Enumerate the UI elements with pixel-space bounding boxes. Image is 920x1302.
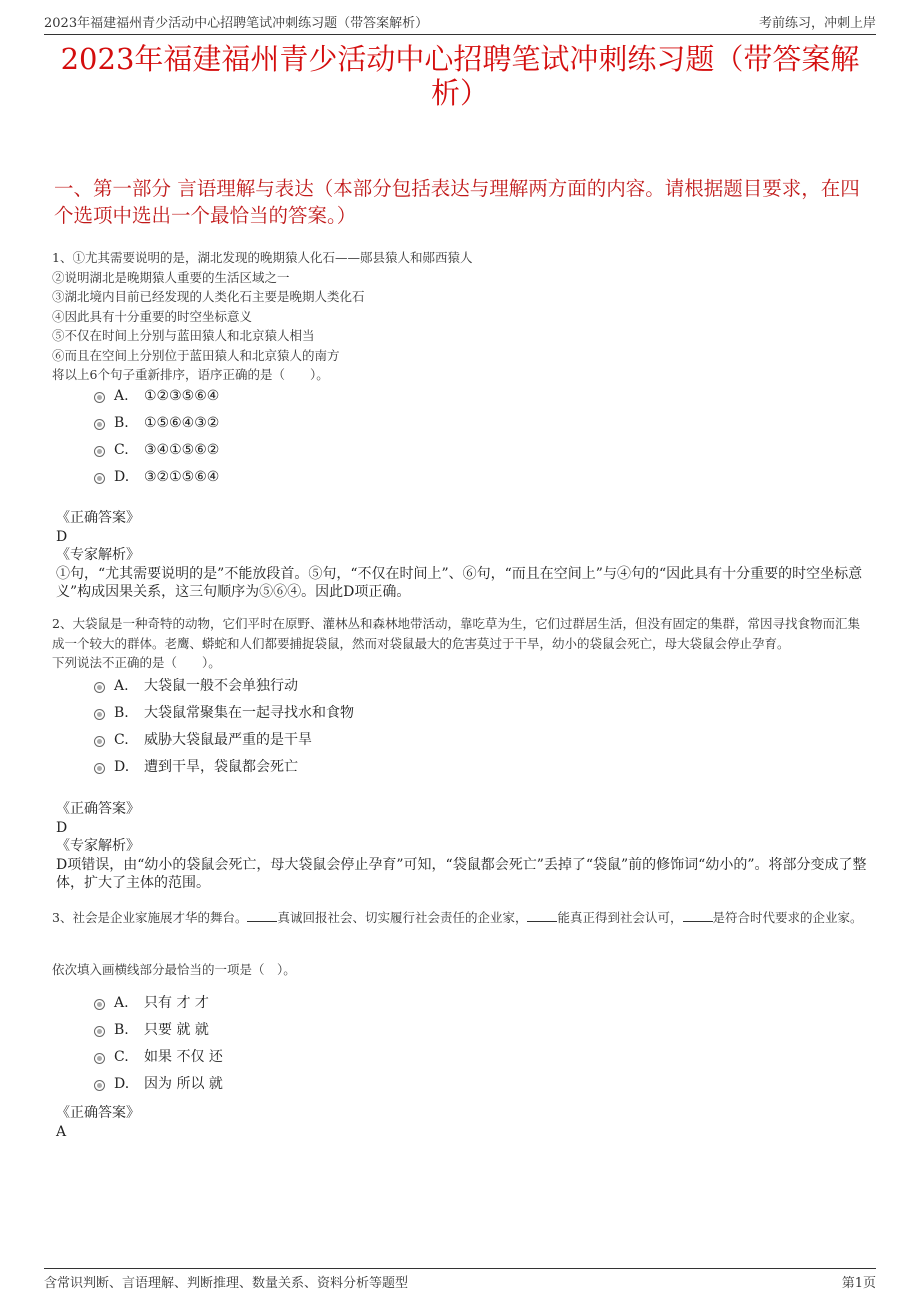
page-footer bbox=[44, 1268, 876, 1293]
option-letter: C. bbox=[114, 442, 129, 458]
option-letter: B. bbox=[114, 415, 129, 431]
radio-icon[interactable] bbox=[94, 1080, 105, 1091]
option-text: ①②③⑤⑥④ bbox=[144, 388, 220, 404]
option-text: 遭到干旱，袋鼠都会死亡 bbox=[144, 759, 298, 775]
page-header bbox=[44, 10, 876, 35]
answer-label: 《正确答案》 bbox=[56, 510, 140, 526]
option-b[interactable] bbox=[94, 410, 219, 437]
question-line: ⑥而且在空间上分别位于蓝田猿人和北京猿人的南方 bbox=[52, 347, 340, 363]
question-line bbox=[52, 908, 870, 928]
option-text: 只要 就 就 bbox=[144, 1022, 209, 1038]
option-letter: A. bbox=[114, 995, 129, 1011]
option-d[interactable] bbox=[94, 464, 219, 491]
question-2-stem bbox=[52, 614, 870, 673]
option-c[interactable] bbox=[94, 437, 219, 464]
radio-icon[interactable] bbox=[94, 473, 105, 484]
option-text: 威胁大袋鼠最严重的是干旱 bbox=[144, 732, 312, 748]
option-text: ①⑤⑥④③② bbox=[144, 415, 220, 431]
option-text: 因为 所以 就 bbox=[144, 1076, 223, 1092]
option-letter: B. bbox=[114, 705, 129, 721]
header-doc-title: 2023年福建福州青少活动中心招聘笔试冲刺练习题（带答案解析） bbox=[44, 16, 429, 31]
answer-value: A bbox=[56, 1123, 67, 1140]
question-line: ③湖北境内目前已经发现的人类化石主要是晚期人类化石 bbox=[52, 289, 365, 304]
question-line: 1、①尤其需要说明的是，湖北发现的晚期猿人化石——郧县猿人和郧西猿人 bbox=[52, 250, 473, 265]
question-line: 将以上6个句子重新排序，语序正确的是（ ）。 bbox=[52, 367, 329, 382]
page-number: 第1页 bbox=[841, 1276, 876, 1291]
fill-blank bbox=[527, 909, 557, 922]
analysis-text: ①句，“尤其需要说明的是”不能放段首。⑤句，“不仅在时间上”、⑥句，“而且在空间上”与④句的“因此具有十分重要的时空坐标意义”构成因果关系，这三句顺序为⑤⑥④。因此D项正确。 bbox=[56, 565, 863, 600]
option-c[interactable] bbox=[94, 1044, 223, 1071]
analysis-text: D项错误，由“幼小的袋鼠会死亡，母大袋鼠会停止孕育”可知，“袋鼠都会死亡”丢掉了“袋鼠”前的修饰词“幼小的”。将部分变成了整体，扩大了主体的范围。 bbox=[56, 856, 867, 891]
question-line: ④因此具有十分重要的时空坐标意义 bbox=[52, 308, 253, 324]
radio-icon[interactable] bbox=[94, 1053, 105, 1064]
radio-icon[interactable] bbox=[94, 392, 105, 403]
question-line: ②说明湖北是晚期猿人重要的生活区域之一 bbox=[52, 269, 290, 285]
question-line: ⑤不仅在时间上分别与蓝田猿人和北京猿人相当 bbox=[52, 328, 315, 343]
option-letter: D. bbox=[114, 469, 130, 485]
stem-part: 3、社会是企业家施展才华的舞台。 bbox=[52, 910, 248, 925]
option-d[interactable] bbox=[94, 754, 354, 781]
question-line: 2、大袋鼠是一种奇特的动物，它们平时在原野、灌林丛和森林地带活动，靠吃草为生，它们过群居生活，但没有固定的集群，常因寻找食物而汇集成一个较大的群体。老鹰、蟒蛇和人们都要捕捉袋鼠，然而对袋鼠最大的危害莫过于干旱，幼小的袋鼠会死亡，母大袋鼠会停止孕育。 bbox=[52, 616, 860, 651]
question-line: 下列说法不正确的是（ ）。 bbox=[52, 655, 221, 670]
radio-icon[interactable] bbox=[94, 736, 105, 747]
option-text: ③②①⑤⑥④ bbox=[144, 469, 220, 485]
option-a[interactable] bbox=[94, 990, 223, 1017]
stem-part: 能真正得到社会认可， bbox=[557, 910, 683, 925]
option-text: 大袋鼠常聚集在一起寻找水和食物 bbox=[144, 705, 354, 721]
analysis-label: 《专家解析》 bbox=[56, 838, 140, 854]
answer-label: 《正确答案》 bbox=[56, 1105, 140, 1121]
question-2-answer bbox=[56, 800, 872, 893]
header-slogan: 考前练习，冲刺上岸 bbox=[758, 16, 876, 31]
option-c[interactable] bbox=[94, 727, 354, 754]
question-3-stem bbox=[52, 908, 870, 928]
section-heading: 一、第一部分 言语理解与表达（本部分包括表达与理解两方面的内容。请根据题目要求，在四个选项中选出一个最恰当的答案。） bbox=[54, 177, 860, 227]
radio-icon[interactable] bbox=[94, 419, 105, 430]
fill-blank bbox=[247, 909, 277, 922]
radio-icon[interactable] bbox=[94, 1026, 105, 1037]
option-b[interactable] bbox=[94, 700, 354, 727]
option-d[interactable] bbox=[94, 1071, 223, 1098]
option-letter: D. bbox=[114, 1076, 130, 1092]
option-text: 大袋鼠一般不会单独行动 bbox=[144, 678, 298, 694]
answer-value: D bbox=[56, 528, 68, 545]
question-1-options bbox=[94, 383, 219, 491]
analysis-label: 《专家解析》 bbox=[56, 547, 140, 563]
radio-icon[interactable] bbox=[94, 682, 105, 693]
option-letter: C. bbox=[114, 732, 129, 748]
stem-part: 是符合时代要求的企业家。 bbox=[712, 910, 863, 925]
footer-topics: 含常识判断、言语理解、判断推理、数量关系、资料分析等题型 bbox=[44, 1276, 409, 1291]
radio-icon[interactable] bbox=[94, 446, 105, 457]
question-3-options bbox=[94, 990, 223, 1098]
question-line: 依次填入画横线部分最恰当的一项是（ ）。 bbox=[52, 962, 296, 977]
option-text: 如果 不仅 还 bbox=[144, 1049, 223, 1065]
option-a[interactable] bbox=[94, 673, 354, 700]
radio-icon[interactable] bbox=[94, 999, 105, 1010]
option-letter: B. bbox=[114, 1022, 129, 1038]
option-text: 只有 才 才 bbox=[144, 995, 209, 1011]
stem-part: 真诚回报社会、切实履行社会责任的企业家， bbox=[277, 910, 528, 925]
option-text: ③④①⑤⑥② bbox=[144, 442, 220, 458]
document-title: 2023年福建福州青少活动中心招聘笔试冲刺练习题（带答案解析） bbox=[60, 42, 860, 110]
question-3-answer bbox=[56, 1104, 872, 1141]
fill-blank bbox=[683, 909, 713, 922]
radio-icon[interactable] bbox=[94, 763, 105, 774]
option-letter: D. bbox=[114, 759, 130, 775]
question-1-answer bbox=[56, 509, 872, 602]
answer-value: D bbox=[56, 819, 68, 836]
question-1-stem bbox=[52, 248, 870, 385]
question-3-prompt bbox=[52, 960, 870, 980]
option-b[interactable] bbox=[94, 1017, 223, 1044]
option-letter: C. bbox=[114, 1049, 129, 1065]
answer-label: 《正确答案》 bbox=[56, 801, 140, 817]
option-a[interactable] bbox=[94, 383, 219, 410]
option-letter: A. bbox=[114, 388, 129, 404]
question-2-options bbox=[94, 673, 354, 781]
option-letter: A. bbox=[114, 678, 129, 694]
radio-icon[interactable] bbox=[94, 709, 105, 720]
